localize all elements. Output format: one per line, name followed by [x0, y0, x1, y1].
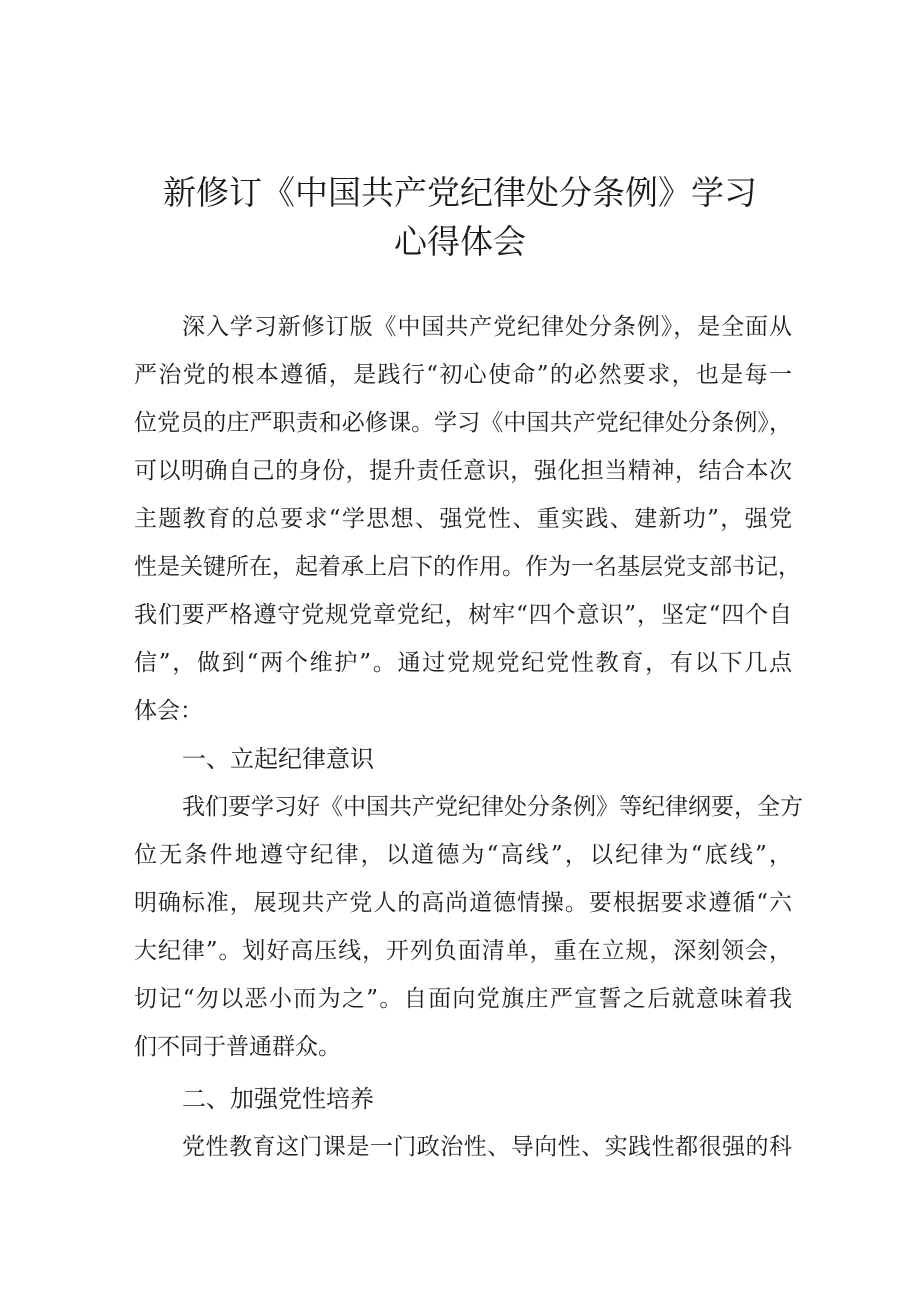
intro-line: 深入学习新修订版《中国共产党纪律处分条例》，是全面从 — [182, 314, 792, 340]
document-title-line-2: 心得体会 — [394, 222, 526, 261]
intro-line: 位党员的庄严职责和必修课。学习《中国共产党纪律处分条例》， — [134, 410, 792, 436]
section-1-line: 们不同于普通群众。 — [134, 1034, 341, 1060]
section-1-line: 切记“勿以恶小而为之”。自面向党旗庄严宣誓之后就意味着我 — [134, 986, 792, 1012]
section-2-line: 党性教育这门课是一门政治性、导向性、实践性都很强的科 — [182, 1134, 792, 1160]
section-1-line: 明确标准，展现共产党人的高尚道德情操。要根据要求遵循“六 — [134, 890, 792, 916]
document-title-line-1: 新修订《中国共产党纪律处分条例》学习 — [163, 173, 757, 212]
intro-line: 体会： — [134, 698, 203, 724]
intro-line: 我们要严格遵守党规党章党纪，树牢“四个意识”，坚定“四个自 — [134, 602, 792, 628]
section-1-heading: 一、立起纪律意识 — [182, 745, 374, 773]
intro-line: 信”，做到“两个维护”。通过党规党纪党性教育，有以下几点 — [134, 650, 792, 676]
section-1-line: 我们要学习好《中国共产党纪律处分条例》等纪律纲要，全方 — [182, 794, 803, 820]
intro-line: 严治党的根本遵循，是践行“初心使命”的必然要求，也是每一 — [134, 362, 792, 388]
section-1-line: 大纪律”。划好高压线，开列负面清单，重在立规，深刻领会， — [134, 938, 792, 964]
intro-line: 性是关键所在，起着承上启下的作用。作为一名基层党支部书记， — [134, 554, 801, 580]
section-1-line: 位无条件地遵守纪律，以道德为“高线”，以纪律为“底线”， — [134, 842, 792, 868]
section-2-heading: 二、加强党性培养 — [182, 1085, 374, 1113]
intro-line: 可以明确自己的身份，提升责任意识，强化担当精神，结合本次 — [134, 458, 792, 484]
intro-line: 主题教育的总要求“学思想、强党性、重实践、建新功”，强党 — [134, 506, 792, 532]
